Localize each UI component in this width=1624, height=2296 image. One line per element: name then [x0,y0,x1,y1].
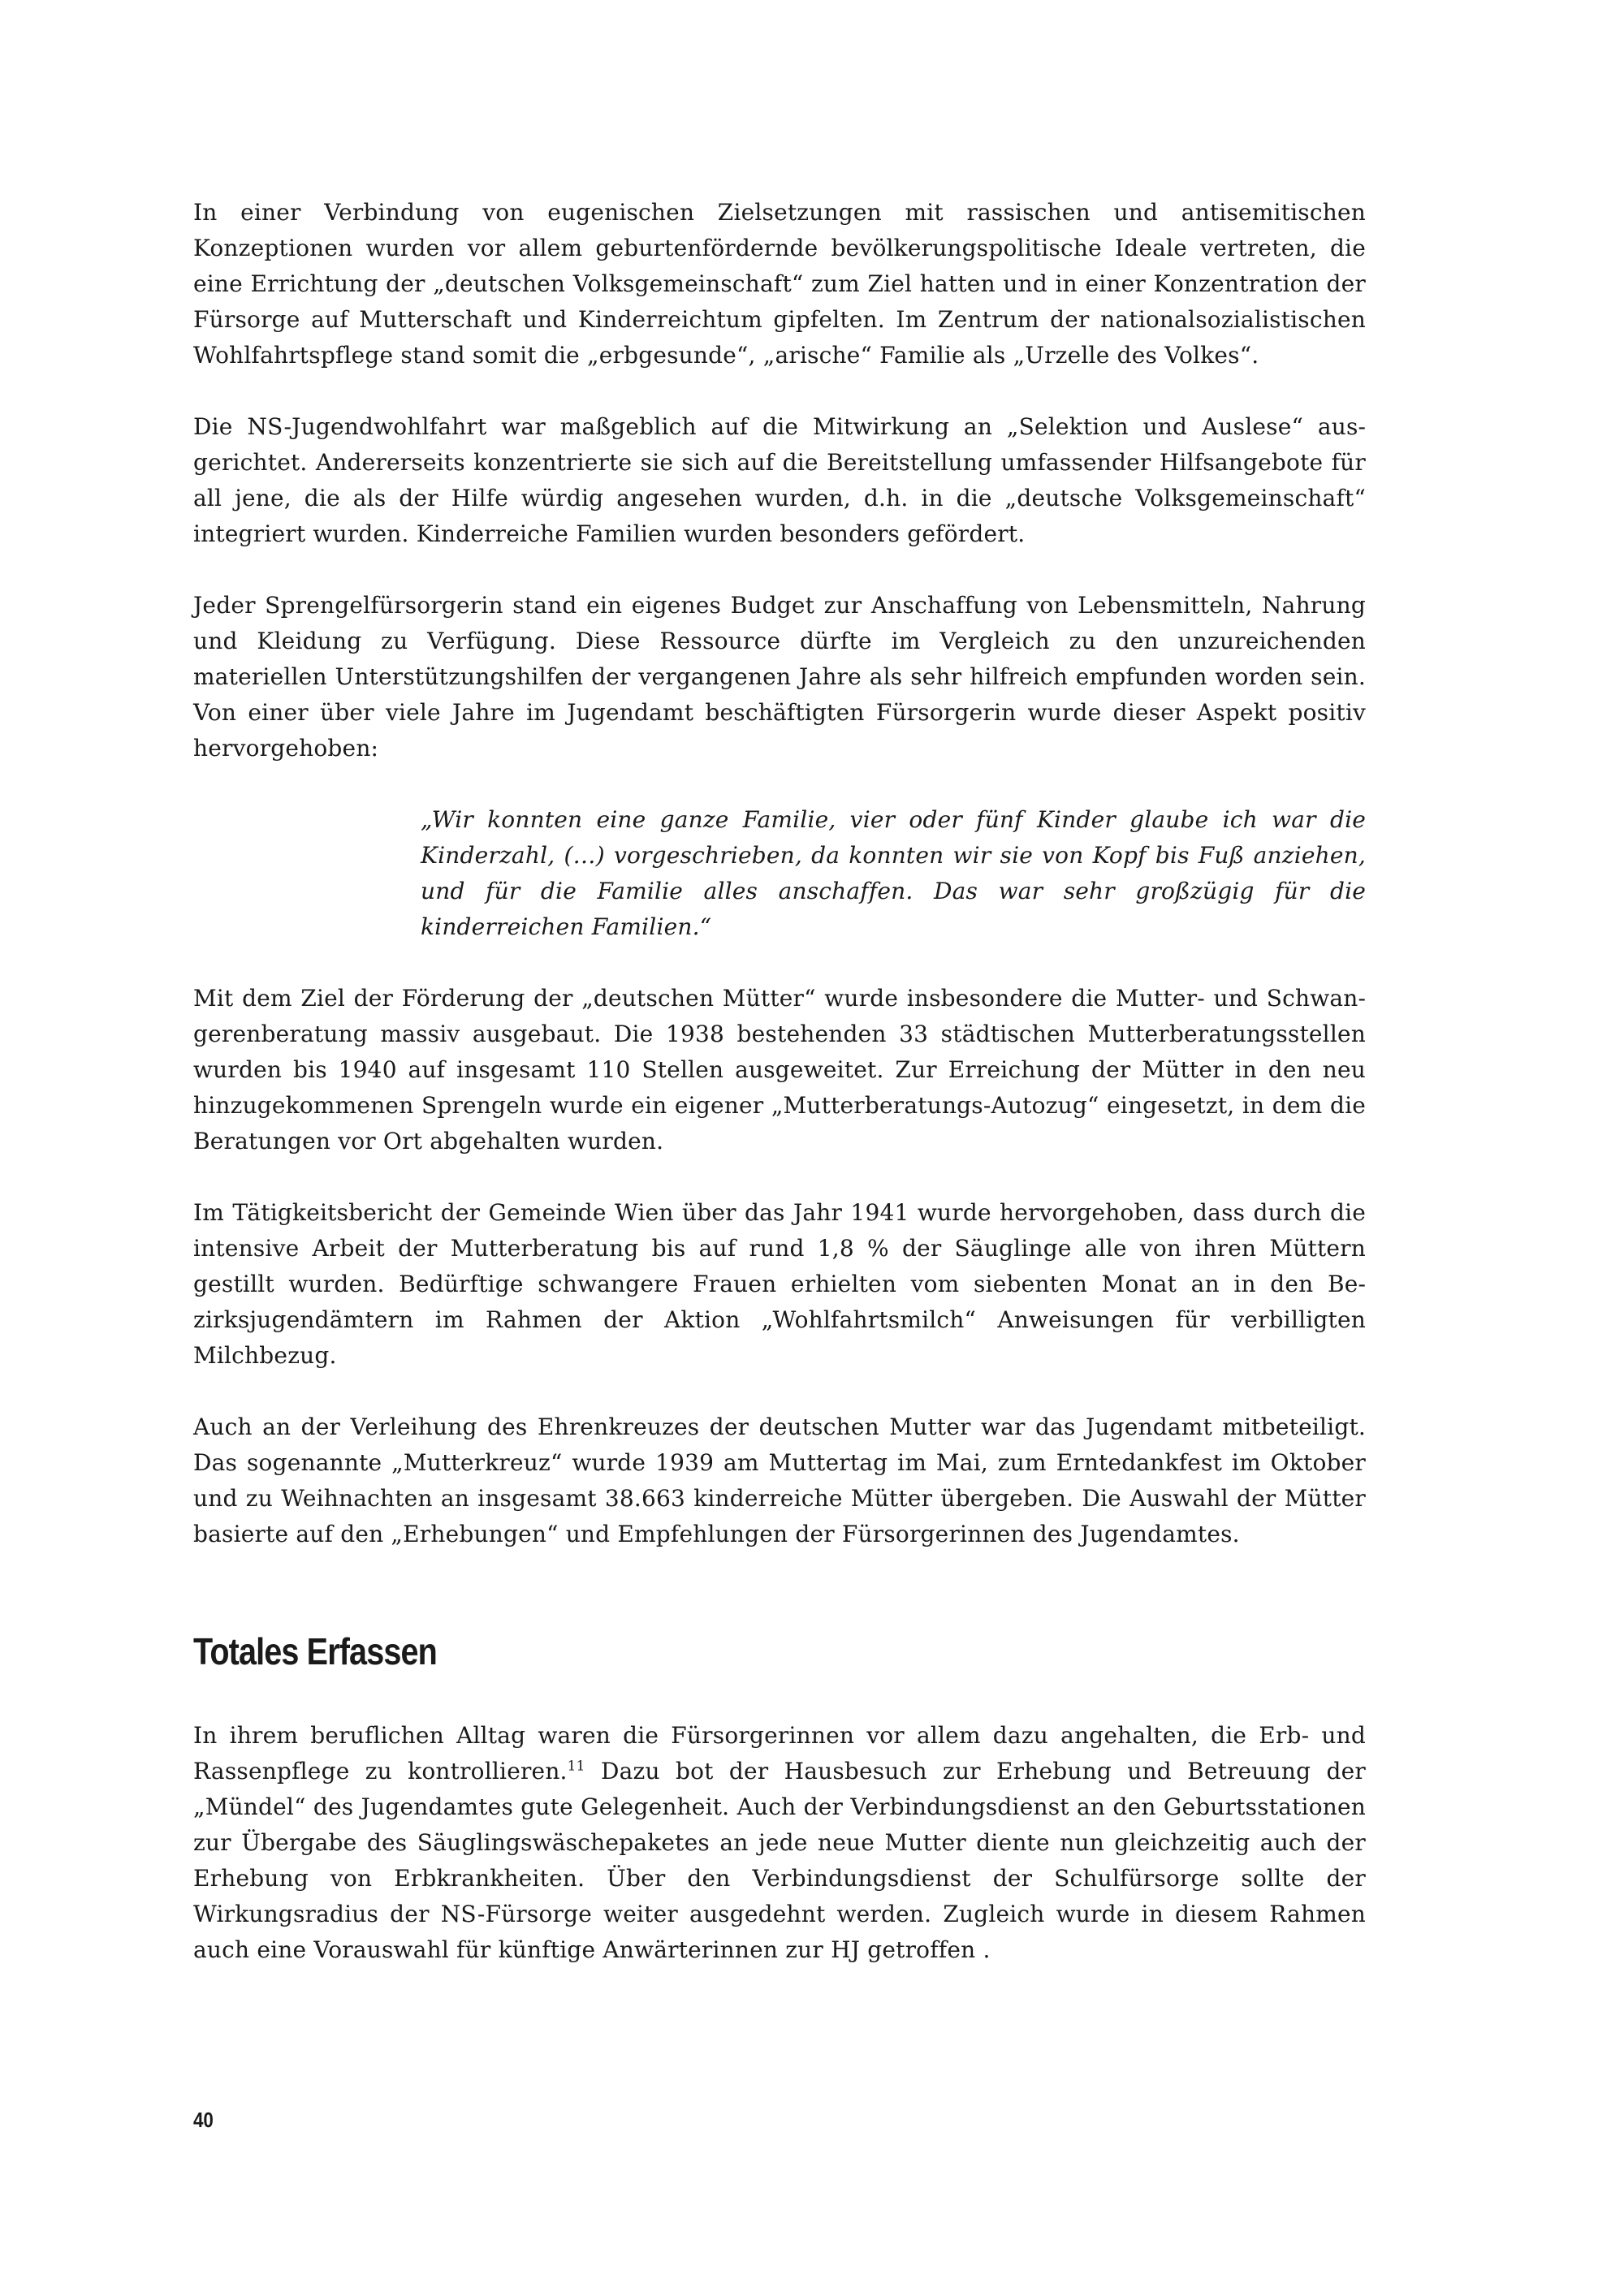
paragraph-ns-youth-welfare: Die NS-Jugendwohlfahrt war maßgeblich auf die Mitwirkung an „Selektion und Auslese“ ausgerichtet. Andererseits konzentrierte sie sich auf die Bereitstellung umfassender Hilfsangebote für all jene, die als der Hilfe würdig angesehen wurden, d.h. in die „deutsche Volksgemeinschaft“ integriert wurden. Kinderreiche Familien wurden besonders gefördert. [193,413,1366,547]
section-heading: Totales Erfassen [193,1630,437,1672]
paragraph-activity-report: Im Tätigkeitsbericht der Gemeinde Wien über das Jahr 1941 wurde hervorgehoben, dass durch die intensive Arbeit der Mutterberatung bis auf rund 1,8 % der Säuglinge alle von ihren Müttern gestillt wurden. Bedürftige schwangere Frauen erhielten vom siebenten Monat an in den Bezirksjugendämtern im Rahmen der Aktion „Wohlfahrtsmilch“ Anweisungen für verbilligten Milchbezug. [193,1199,1366,1369]
paragraph-mother-counseling: Mit dem Ziel der Förderung der „deutschen Mütter“ wurde insbesondere die Mutter- und Schwangerenberatung massiv ausgebaut. Die 1938 bestehenden 33 städtischen Mutterberatungsstellen wurden bis 1940 auf insgesamt 110 Stellen ausgeweitet. Zur Erreichung der Mütter in den neu hinzugekommenen Sprengeln wurde ein eigener „Mutterberatungs-Autozug“ eingesetzt, in dem die Beratungen vor Ort abgehalten wurden. [193,985,1366,1154]
paragraph-total-registration [193,1718,1366,1968]
paragraph-mothers-cross: Auch an der Verleihung des Ehrenkreuzes der deutschen Mutter war das Jugendamt mitbeteiligt. Das sogenannte „Mutterkreuz“ wurde 1939 am Muttertag im Mai, zum Erntedankfest im Oktober und zu Weihnachten an insgesamt 38.663 kinderreiche Mütter übergeben. Die Auswahl der Mütter basierte auf den „Erhebungen“ und Empfehlungen der Fürsorgerinnen des Jugendamtes. [193,1413,1366,1547]
paragraph-eugenics: In einer Verbindung von eugenischen Zielsetzungen mit rassischen und antisemitischen Konzeptionen wurden vor allem geburtenfördernde bevölkerungspolitische Ideale vertreten, die eine Errichtung der „deutschen Volksgemeinschaft“ zum Ziel hatten und in einer Konzentration der Fürsorge auf Mutterschaft und Kinderreichtum gipfelten. Im Zentrum der nationalsozialistischen Wohlfahrtspflege stand somit die „erbgesunde“, „arische“ Familie als „Urzelle des Volkes“. [193,199,1366,369]
paragraph-text-before-footnote: In ihrem beruflichen Alltag waren die Fürsorgerinnen vor allem dazu angehalten, die Erb- und Rassenpflege zu kontrollieren. [193,1722,1366,1785]
page-content [193,195,1366,2004]
paragraph-text-after-footnote: Dazu bot der Hausbesuch zur Erhebung und Betreuung der „Mündel“ des Jugendamtes gute Gelegenheit. Auch der Verbindungsdienst an den Geburtsstationen zur Übergabe des Säuglingswäschepaketes an jede neue Mutter diente nun gleichzeitig auch der Erhebung von Erbkrankheiten. Über den Verbindungsdienst der Schulfürsorge sollte der Wirkungsradius der NS-Fürsorge weiter ausgedehnt werden. Zugleich wurde in diesem Rahmen auch eine Vorauswahl für künftige Anwärterinnen zur HJ getroffen . [193,1758,1366,1963]
paragraph-budget: Jeder Sprengelfürsorgerin stand ein eigenes Budget zur Anschaffung von Lebensmitteln, Nahrung und Kleidung zu Verfügung. Diese Ressource dürfte im Vergleich zu den unzureichenden materiellen Unterstützungshilfen der vergangenen Jahre als sehr hilfreich empfunden worden sein. Von einer über viele Jahre im Jugendamt beschäftigten Fürsorgerin wurde dieser Aspekt positiv hervorgehoben: [193,592,1366,762]
interview-quote: „Wir konnten eine ganze Familie, vier oder fünf Kinder glaube ich war die Kinderzahl, (…) vorgeschrieben, da konnten wir sie von Kopf bis Fuß anziehen, und für die Familie alles anschaffen. Das war sehr großzügig für die kinderreichen Familien.“ [421,806,1366,940]
footnote-reference: 11 [567,1758,585,1775]
page-number: 40 [193,2108,214,2132]
